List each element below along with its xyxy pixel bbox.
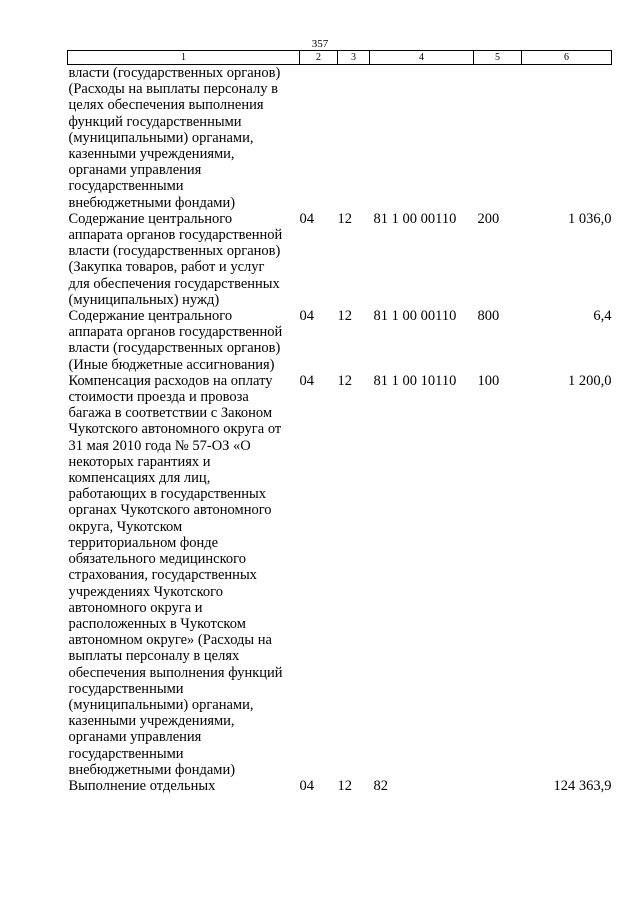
amount-cell: 1 200,0	[568, 372, 612, 389]
expense-name-cell	[68, 373, 300, 778]
expense-name-line: багажа в соответствии с Законом	[68, 405, 273, 422]
expense-name-line: Содержание центрального	[68, 308, 233, 325]
expense-name-line: (муниципальными) органами,	[68, 129, 254, 146]
table-row	[68, 308, 612, 373]
expense-name-line: функций государственными	[68, 113, 242, 130]
expense-name-line: территориальном фонде	[68, 534, 219, 551]
expense-name-line: обязательного медицинского	[68, 551, 246, 568]
expense-name-line: (муниципальными) органами,	[68, 696, 254, 713]
column-number-header	[68, 51, 612, 65]
expense-name-line: аппарата органов государственной	[68, 227, 283, 244]
expense-name-line: внебюджетными фондами)	[68, 194, 236, 211]
amount-cell	[522, 65, 612, 211]
expense-name-line: работающих в государственных	[68, 486, 266, 503]
expense-name-line: аппарата органов государственной	[68, 324, 283, 341]
expense-name-cell	[68, 211, 300, 308]
target-article-cell: 81 1 00 00110	[373, 210, 457, 227]
amount-cell: 1 036,0	[568, 210, 612, 227]
expense-name-cell	[68, 778, 300, 794]
subsection-cell: 12	[337, 308, 352, 325]
amount-cell: 124 363,9	[553, 777, 612, 794]
expense-name-line: государственными	[68, 178, 184, 195]
table-row	[68, 373, 612, 778]
expense-name-line: власти (государственных органов)	[68, 340, 281, 357]
expense-name-line: учреждениях Чукотского	[68, 583, 224, 600]
header-col-5: 5	[474, 51, 522, 65]
expense-name-line: казенными учреждениями,	[68, 713, 235, 730]
header-col-6: 6	[522, 51, 612, 65]
target-article-cell	[370, 65, 474, 211]
expense-name-line: округа, Чукотском	[68, 518, 183, 535]
expense-name-line: государственными	[68, 745, 184, 762]
section-cell: 04	[299, 777, 314, 794]
amount-cell: 6,4	[593, 308, 612, 325]
expense-name-line: автономного округа и	[68, 599, 203, 616]
expense-type-cell: 200	[477, 210, 500, 227]
expense-name-line: компенсациях для лиц,	[68, 470, 211, 487]
expense-name-cell	[68, 308, 300, 373]
expense-name-line: власти (государственных органов)	[68, 65, 281, 81]
target-article-cell: 81 1 00 10110	[373, 372, 457, 389]
expense-name-line: стоимости проезда и провоза	[68, 389, 249, 406]
subsection-cell: 12	[337, 777, 352, 794]
table-row	[68, 65, 612, 211]
expense-name-line: Чукотского автономного округа от	[68, 421, 282, 438]
header-col-2: 2	[300, 51, 338, 65]
expense-name-line: (муниципальных) нужд)	[68, 291, 220, 308]
expense-name-cell	[68, 65, 300, 211]
expense-name-line: Выполнение отдельных	[68, 777, 216, 794]
expense-name-line: органах Чукотского автономного	[68, 502, 272, 519]
expense-name-line: расположенных в Чукотском	[68, 615, 246, 632]
target-article-cell: 82	[373, 777, 388, 794]
subsection-cell: 12	[337, 372, 352, 389]
section-cell: 04	[299, 372, 314, 389]
expense-name-line: государственными	[68, 680, 184, 697]
expense-name-line: власти (государственных органов)	[68, 243, 281, 260]
expense-type-cell: 100	[477, 372, 500, 389]
expense-name-line: органами управления	[68, 162, 202, 179]
expense-name-line: обеспечения выполнения функций	[68, 664, 283, 681]
expense-name-line: целях обеспечения выполнения	[68, 97, 264, 114]
expense-name-line: (Иные бюджетные ассигнования)	[68, 356, 275, 373]
target-article-cell: 81 1 00 00110	[373, 308, 457, 325]
table-row	[68, 778, 612, 794]
expense-type-cell	[474, 65, 522, 211]
table-row	[68, 211, 612, 308]
subsection-cell	[338, 65, 370, 211]
expense-name-line: автономном округе» (Расходы на	[68, 632, 272, 649]
header-col-4: 4	[370, 51, 474, 65]
expense-name-line: страхования, государственных	[68, 567, 257, 584]
expense-name-line: некоторых гарантиях и	[68, 453, 211, 470]
expense-name-line: органами управления	[68, 729, 202, 746]
section-cell: 04	[299, 210, 314, 227]
expense-name-line: (Закупка товаров, работ и услуг	[68, 259, 265, 276]
expense-name-line: внебюджетными фондами)	[68, 761, 236, 778]
header-col-3: 3	[338, 51, 370, 65]
expense-name-line: 31 мая 2010 года № 57-ОЗ «О	[68, 437, 251, 454]
expense-name-line: для обеспечения государственных	[68, 275, 280, 292]
expense-name-line: (Расходы на выплаты персоналу в	[68, 81, 278, 98]
header-col-1: 1	[68, 51, 300, 65]
table-body	[68, 65, 612, 795]
expense-type-cell	[474, 778, 522, 794]
expense-name-line: Компенсация расходов на оплату	[68, 372, 273, 389]
expense-type-cell: 800	[477, 308, 500, 325]
subsection-cell: 12	[337, 210, 352, 227]
page-number: 357	[311, 38, 329, 50]
budget-table	[67, 50, 612, 794]
expense-name-line: Содержание центрального	[68, 210, 233, 227]
expense-name-line: выплаты персоналу в целях	[68, 648, 240, 665]
expense-name-line: казенными учреждениями,	[68, 146, 235, 163]
section-cell	[300, 65, 338, 211]
section-cell: 04	[299, 308, 314, 325]
